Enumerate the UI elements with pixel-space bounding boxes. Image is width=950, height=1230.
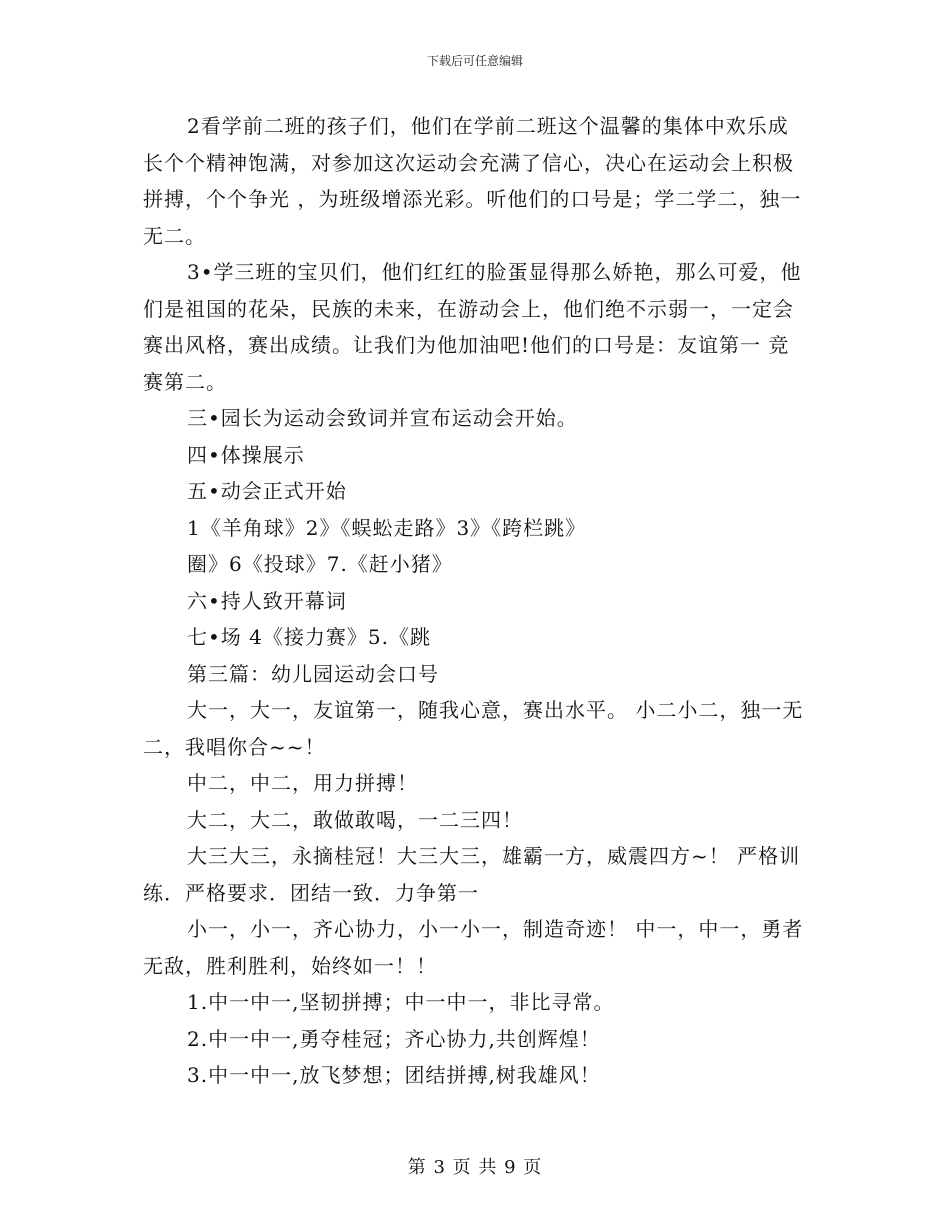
section-heading: 五•动会正式开始 xyxy=(187,479,347,503)
event-list-line: 圈》6《投球》7.《赶小猪》 xyxy=(187,552,453,576)
event-list-line: 1《羊角球》2》《蜈蚣走路》3》《跨栏跳》 xyxy=(187,515,587,540)
slogan-paragraph: 大二，大二，敢做敢喝，一二三四！ xyxy=(187,807,523,832)
slogan-paragraph: 中二，中二，用力拼搏！ xyxy=(187,771,418,795)
slogan-paragraph: 大一，大一，友谊第一，随我心意，赛出水平。 小二小二，独一无二，我唱你合~~！ xyxy=(143,698,804,759)
slogan-paragraph: 小一，小一，齐心协力，小一小一，制造奇迹！ 中一，中一，勇者无敌，胜利胜利，始终如一！！ xyxy=(143,917,804,978)
page-footer: 第 3 页 共 9 页 xyxy=(407,1157,543,1178)
paragraph: 2看学前二班的孩子们，他们在学前二班这个温馨的集体中欢乐成长个个精神饱满，对参加这次运动会充满了信心，决心在运动会上积极拼搏，个个争光 ，为班级增添光彩。听他们的口号是；学二学二，独一无二。 xyxy=(143,114,802,248)
slogan-paragraph: 大三大三，永摘桂冠！大三大三，雄霸一方，威震四方~！ 严格训练．严格要求．团结一致．力争第一 xyxy=(143,844,801,905)
section-heading: 三•园长为运动会致词并宣布运动会开始。 xyxy=(187,406,578,430)
page-header: 下载后可任意编辑 xyxy=(426,54,523,68)
numbered-slogan: 1.中一中一,坚韧拼搏；中一中一，非比寻常。 xyxy=(187,990,615,1014)
paragraph: 3•学三班的宝贝们，他们红红的脸蛋显得那么娇艳，那么可爱，他们是祖国的花朵，民族的未来，在游动会上，他们绝不示弱一，一定会赛出风格，赛出成绩。让我们为他加油吧!他们的口号是：友谊第一 竞赛第二。 xyxy=(143,260,802,394)
chapter-title: 第三篇：幼儿园运动会口号 xyxy=(187,661,439,686)
event-list-line: 七•场 4《接力赛》5.《跳 xyxy=(187,625,431,649)
section-heading: 六•持人致开幕词 xyxy=(187,588,347,613)
section-heading: 四•体操展示 xyxy=(187,442,305,467)
numbered-slogan: 3.中一中一,放飞梦想；团结拼搏,树我雄风！ xyxy=(187,1063,601,1087)
document-body xyxy=(143,108,808,1094)
numbered-slogan: 2.中一中一,勇夺桂冠；齐心协力,共创辉煌！ xyxy=(187,1026,601,1051)
